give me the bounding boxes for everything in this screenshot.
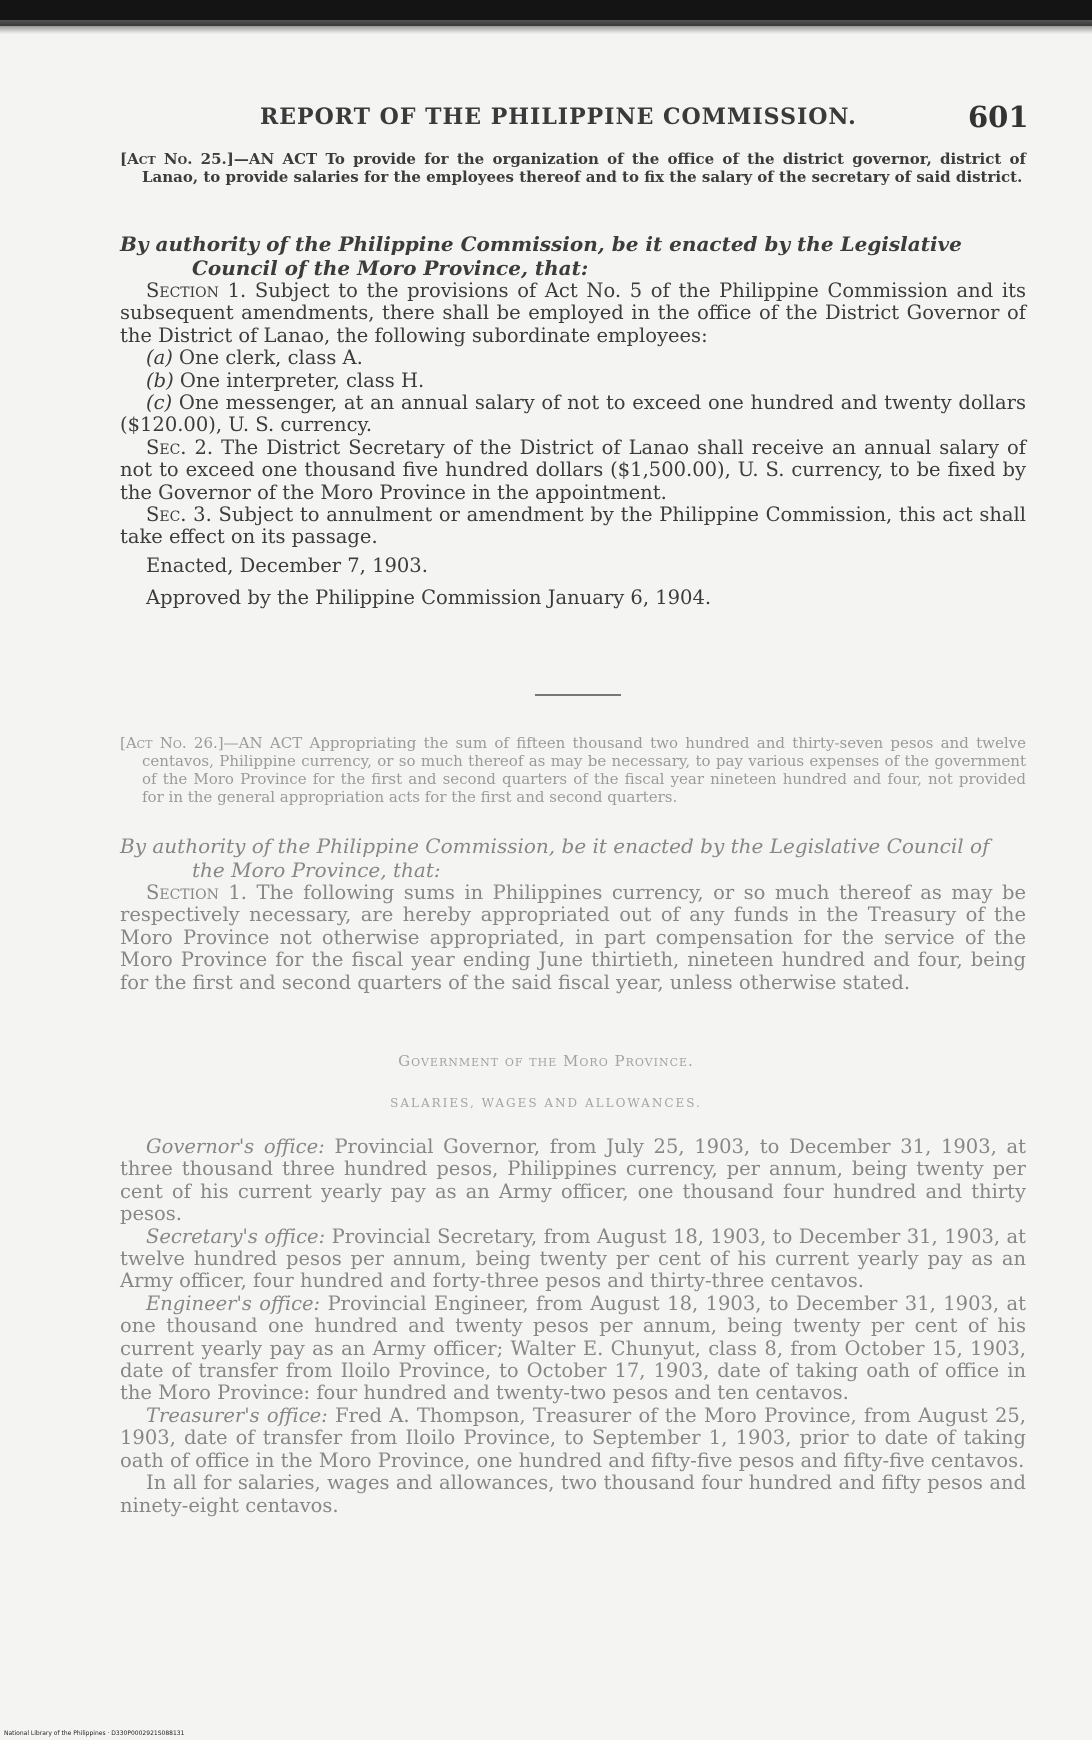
- act26-appropriations: [120, 1136, 1026, 1517]
- act25-enacted-date: Enacted, December 7, 1903.: [146, 553, 428, 577]
- act25-sec3-label: Sec. 3.: [146, 503, 212, 527]
- engineer-office-label: Engineer's office:: [146, 1291, 321, 1315]
- scan-shadow: [0, 20, 1092, 34]
- act26-section1: [120, 882, 1026, 994]
- act25-sec1-label: Section 1.: [146, 279, 247, 302]
- act25-approved-date: Approved by the Philippine Commission January 6, 1904.: [146, 586, 712, 610]
- act25-body: [120, 280, 1026, 610]
- act25-sec1-text: Subject to the provisions of Act No. 5 of the Philippine Commission and its subsequent amendments, there shall be employed in the office of the District Governor of the District of Lanao, the following subordinate employees:: [120, 279, 1026, 347]
- act25-enacting-text: By authority of the Philippine Commission, be it enacted by the Legislative Council of the Moro Province, that:: [120, 232, 962, 280]
- item-c-label: (c): [146, 391, 173, 415]
- running-header-title: REPORT OF THE PHILIPPINE COMMISSION.: [260, 104, 857, 130]
- governor-office-text: Provincial Governor, from July 25, 1903, to December 31, 1903, at three thousand three hundred pesos, Philippines currency, per annum, being twenty per cent of his current yearly pay as an Army officer, one thousand four hundred and thirty pesos.: [120, 1135, 1026, 1226]
- page-number: 601: [968, 100, 1029, 134]
- treasurer-office-text: Fred A. Thompson, Treasurer of the Moro Province, from August 25, 1903, date of transfer from Iloilo Province, to September 1, 1903, prior to date of taking oath of office in the Moro Province, one hundred and fifty-five pesos and fifty-five centavos.: [120, 1403, 1026, 1472]
- secretary-office-label: Secretary's office:: [146, 1224, 326, 1248]
- heading-salaries: SALARIES, WAGES AND ALLOWANCES.: [390, 1096, 702, 1110]
- governor-office-label: Governor's office:: [146, 1135, 325, 1158]
- act26-enacting-clause: [120, 834, 1026, 882]
- act25-sec2-text: The District Secretary of the District of Lanao shall receive an annual salary of not to exceed one thousand five hundred dollars ($1,500.00), U. S. currency, to be fixed by the Governor of the Moro Province in the appointment.: [120, 435, 1026, 504]
- governor-office-entry: [120, 1136, 1026, 1226]
- act25-enacting-clause: [120, 232, 1026, 280]
- act26-enacting-text: By authority of the Philippine Commission, be it enacted by the Legislative Council of the Moro Province, that:: [120, 834, 990, 882]
- item-c-text: One messenger, at an annual salary of not to exceed one hundred and twenty dollars ($120.00), U. S. currency.: [120, 391, 1026, 437]
- section-divider: [535, 694, 621, 696]
- act25-synopsis-text: —AN ACT To provide for the organization of the office of the district governor, district of Lanao, to provide salaries for the employees thereof and to fix the salary of the secretary of said district.: [142, 150, 1026, 186]
- item-b-label: (b): [146, 368, 174, 392]
- act26-number: [Act No. 26.]: [120, 734, 224, 752]
- library-credit: National Library of the Philippines · D330P0002921S088131: [4, 1730, 185, 1737]
- heading-government: Government of the Moro Province.: [398, 1052, 694, 1070]
- act26-synopsis-text: —AN ACT Appropriating the sum of fifteen thousand two hundred and thirty-seven pesos and twelve centavos, Philippine currency, or so much thereof as may be necessary, to pay various expenses of the government of the Moro Province for the first and second quarters of the fiscal year nineteen hundred and four, not provided for in the general appropriation acts for the first and second quarters.: [142, 734, 1026, 806]
- item-a-label: (a): [146, 346, 173, 370]
- act25-sec3-text: Subject to annulment or amendment by the Philippine Commission, this act shall take effect on its passage.: [120, 503, 1027, 549]
- salaries-total: In all for salaries, wages and allowances, two thousand four hundred and fifty pesos and ninety-eight centavos.: [120, 1471, 1026, 1517]
- act25-sec2-label: Sec. 2.: [146, 435, 214, 459]
- item-b-text: One interpreter, class H.: [179, 368, 425, 392]
- secretary-office-entry: [120, 1226, 1026, 1293]
- secretary-office-text: Provincial Secretary, from August 18, 1903, to December 31, 1903, at twelve hundred pesos per annum, being twenty per cent of his current yearly pay as an Army officer, four hundred and forty-three pesos and thirty-three centavos.: [120, 1224, 1026, 1293]
- engineer-office-entry: [120, 1293, 1026, 1405]
- act25-synopsis: [120, 150, 1026, 186]
- treasurer-office-label: Treasurer's office:: [146, 1403, 328, 1427]
- act26-synopsis: [120, 734, 1026, 806]
- item-a-text: One clerk, class A.: [179, 346, 363, 370]
- act26-sec1-text: The following sums in Philippines currency, or so much thereof as may be respectively necessary, are hereby appropriated out of any funds in the Treasury of the Moro Province not otherwise appropriated, in part compensation for the service of the Moro Province for the fiscal year ending June thirtieth, nineteen hundred and four, being for the first and second quarters of the said fiscal year, unless otherwise stated.: [120, 881, 1026, 994]
- act26-sec1-label: Section 1.: [146, 881, 247, 904]
- engineer-office-text: Provincial Engineer, from August 18, 1903, to December 31, 1903, at one thousand one hundred and twenty pesos per annum, being twenty per cent of his current yearly pay as an Army officer; Walter E. Chunyut, class 8, from October 15, 1903, date of transfer from Iloilo Province, to October 17, 1903, date of taking oath of office in the Moro Province: four hundred and twenty-two pesos and ten centavos.: [120, 1291, 1026, 1405]
- treasurer-office-entry: [120, 1405, 1026, 1472]
- act25-number: [Act No. 25.]: [120, 150, 234, 168]
